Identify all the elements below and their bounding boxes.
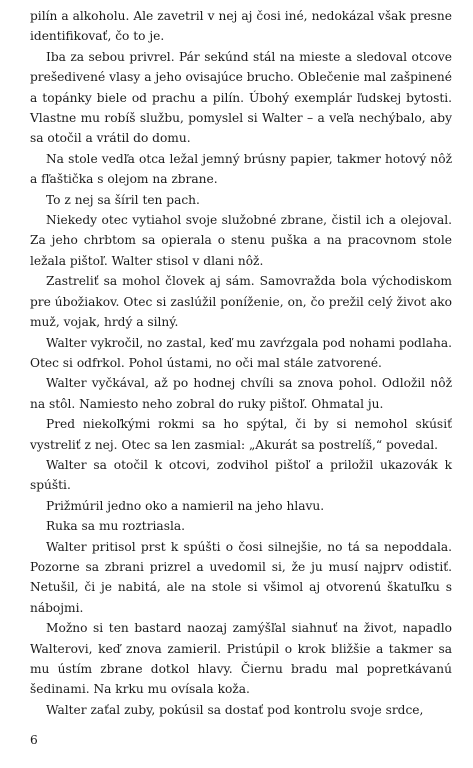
paragraph-10: Walter sa otočil k otcovi, zodvihol pištoľ a priložil ukazovák k spúšti. [30, 457, 452, 493]
paragraph-12: Ruka sa mu roztriasla. [46, 519, 185, 534]
body-text [30, 6, 452, 720]
paragraph-11: Prižmúril jedno oko a namieril na jeho hlavu. [46, 498, 325, 513]
paragraph-4: To z nej sa šíril ten pach. [46, 192, 200, 207]
paragraph-3: Na stole vedľa otca ležal jemný brúsny papier, takmer hotový nôž a fľaštička s olejom na zbrane. [30, 151, 452, 187]
paragraph-5: Niekedy otec vytiahol svoje služobné zbrane, čistil ich a olejoval. Za jeho chrbtom sa opierala o stenu puška a na pracovnom stole ležala pištoľ. Walter stisol v dlani nôž. [30, 213, 452, 268]
paragraph-14: Možno si ten bastard naozaj zamýšľal siahnuť na život, napadlo Walterovi, keď znova zamieril. Pristúpil o krok bližšie a takmer sa mu ústím zbrane dotkol hlavy. Čiernu bradu mal popretkávanú šedinami. Na krku mu ovísala koža. [30, 621, 452, 697]
paragraph-6: Zastreliť sa mohol človek aj sám. Samovražda bola východiskom pre úbožiakov. Otec si zaslúžil poníženie, on, čo prežil celý život ako muž, vojak, hrdý a silný. [30, 274, 452, 330]
paragraph-9: Pred niekoľkými rokmi sa ho spýtal, či by si nemohol skúsiť vystreliť z nej. Otec sa len zasmial: „Akurát sa postrelíš,“ povedal. [30, 417, 452, 452]
paragraph-1: pilín a alkoholu. Ale zavetril v nej aj čosi iné, nedokázal však presne identifikovať, čo to je. [30, 9, 452, 44]
paragraph-13: Walter pritisol prst k spúšti o čosi silnejšie, no tá sa nepoddala. Pozorne sa zbrani prizrel a uvedomil si, že ju musí najprv odistiť. Netušil, či je nabitá, ale na stole si všimol aj otvorenú škatuľku s nábojmi. [30, 539, 452, 615]
paragraph-2: Iba za sebou privrel. Pár sekúnd stál na mieste a sledoval otcove prešedivené vlasy a jeho ovisajúce brucho. Oblečenie mal zašpinené a topánky biele od prachu a pilín. Úbohý exemplár ľudskej bytosti. Vlastne mu robíš službu, pomyslel si Walter – a veľa nechýbalo, aby sa otočil a vrátil do domu. [30, 49, 452, 146]
paragraph-7: Walter vykročil, no zastal, keď mu zavŕzgala pod nohami podlaha. Otec si odfrkol. Pohol ústami, no oči mal stále zatvorené. [30, 335, 452, 370]
paragraph-8: Walter vyčkával, až po hodnej chvíli sa znova pohol. Odložil nôž na stôl. Namiesto neho zobral do ruky pištoľ. Ohmatal ju. [30, 376, 452, 411]
page-number: 6 [30, 733, 38, 747]
paragraph-15: Walter zaťal zuby, pokúsil sa dostať pod kontrolu svoje srdce, [46, 702, 424, 717]
